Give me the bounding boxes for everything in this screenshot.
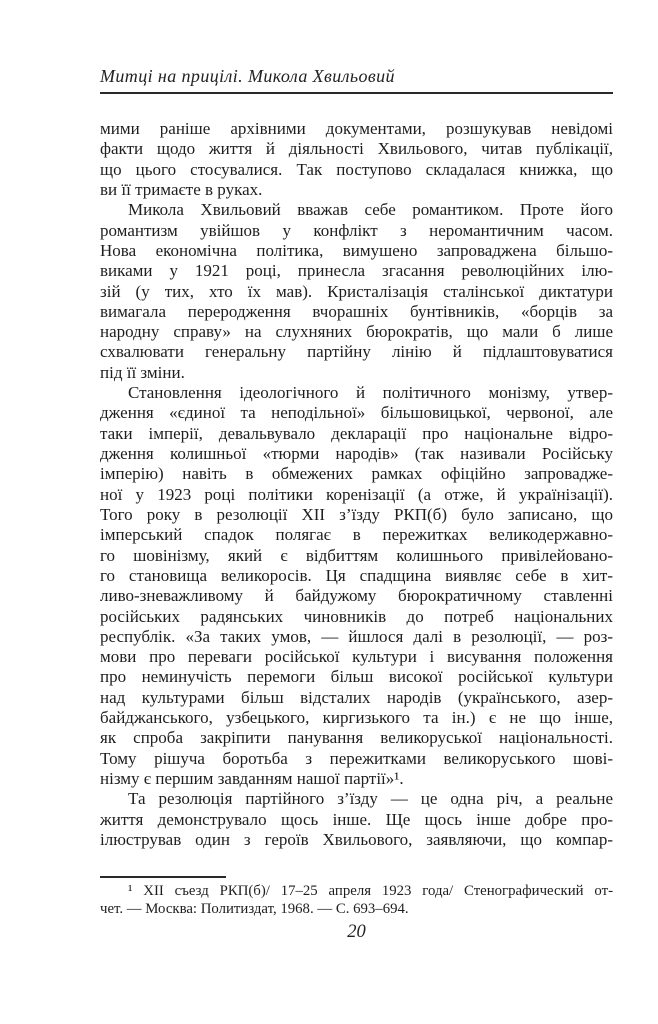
body-text-line: дження колишньої «тюрми народів» (так називали Російську (100, 444, 613, 463)
header-rule (100, 92, 613, 94)
body-text-line: мови про переваги російської культури і висування положення (100, 647, 613, 667)
body-text-line: Микола Хвильовий вважав себе романтиком. Проте його (128, 200, 613, 220)
body-text-line: го шовінізму, який є відбиттям колишнього привілейовано- (100, 545, 613, 565)
body-text-line: Та резолюція партійного з’їзду — це одна річ, а реальне (128, 789, 613, 809)
body-text-line: ілюстрував один з героїв Хвильового, заявляючи, що компар- (100, 829, 613, 849)
body-text-line: що цього стосувалися. Так поступово складалася книжка, що (100, 159, 613, 179)
body-text-line: ливо-зневажливому й байдужому бюрократичному ставленні (100, 586, 613, 606)
body-text-line: імперію) навіть в обмежених рамках офіційно запровадже- (100, 464, 613, 484)
footnote-line: чет. — Москва: Политиздат, 1968. — С. 693–694. (100, 900, 409, 917)
footnote (100, 883, 613, 918)
body-text-line: Становлення ідеологічного й політичного монізму, утвер- (128, 383, 613, 403)
body-text-line: факти щодо життя й діяльності Хвильового, читав публікації, (100, 139, 613, 159)
body-text-line: зій (у тих, хто їх мав). Кристалізація сталінської диктатури (100, 281, 613, 301)
body-text-line: народну справу» на слухняних бюрократів, що мали б лише (100, 322, 613, 342)
body-text-line: го становища великоросів. Ця спадщина виявляє себе в хит- (100, 565, 613, 585)
body-text-line: мими раніше архівними документами, розшукував невідомі (100, 119, 613, 138)
body-text-line: вимагала переродження вчорашніх бунтівників, «борців за (100, 301, 613, 321)
running-header-title: Митці на прицілі. Микола Хвильовий (100, 66, 395, 86)
body-text-line: дження «єдиної та неподільної» більшовицької, червоної, але (100, 403, 613, 423)
body-text-line: Тому рішуча боротьба з пережитками великоруського шові- (100, 748, 613, 768)
body-text-line: під її зміни. (100, 362, 185, 382)
body-text-line: імперський спадок полягає в пережитках великодержавно- (100, 525, 613, 545)
body-text-line: ної у 1923 році політики коренізації (а отже, й українізації). (100, 484, 613, 504)
body-text-line: про неминучість перемоги більш високої російської культури (100, 667, 613, 687)
body-text-line: Нова економічна політика, вимушено запроваджена більшо- (100, 240, 613, 260)
body-text-line: виками у 1921 році, принесла згасання революційних ілю- (100, 261, 613, 281)
footnote-separator-rule (100, 876, 226, 878)
running-header (100, 66, 613, 94)
body-text (100, 119, 613, 850)
page-number: 20 (347, 922, 366, 942)
body-text-line: російських радянських чиновників до потреб національних (100, 606, 613, 626)
body-text-line: республік. «За таких умов, — йшлося далі в резолюції, — роз- (100, 626, 613, 646)
body-text-line: як спроба закріпити панування великоруської національності. (100, 728, 613, 748)
body-text-line: Того року в резолюції XII з’їзду РКП(б) було записано, що (100, 504, 613, 524)
body-text-line: над культурами більш відсталих народів (українського, азер- (100, 687, 613, 707)
body-text-line: схвалювати генеральну партійну лінію й підлаштовуватися (100, 342, 613, 362)
body-text-line: таки імперії, девальвувало декларації про національне відро- (100, 423, 613, 443)
body-text-line: байджанського, узбецького, киргизького та ін.) є не що інше, (100, 708, 613, 728)
footnote-line-with-marker: ¹ XII съезд РКП(б)/ 17–25 апреля 1923 года/ Стенографический от- (128, 883, 613, 899)
body-text-line: життя демонструвало щось інше. Ще щось інше добре про- (100, 809, 613, 829)
body-text-line: ви її тримаєте в руках. (100, 179, 263, 199)
body-text-line: романтизм увійшов у конфлікт з неромантичним часом. (100, 220, 613, 240)
body-text-line: нізму є першим завданням нашої партії»¹. (100, 769, 404, 788)
